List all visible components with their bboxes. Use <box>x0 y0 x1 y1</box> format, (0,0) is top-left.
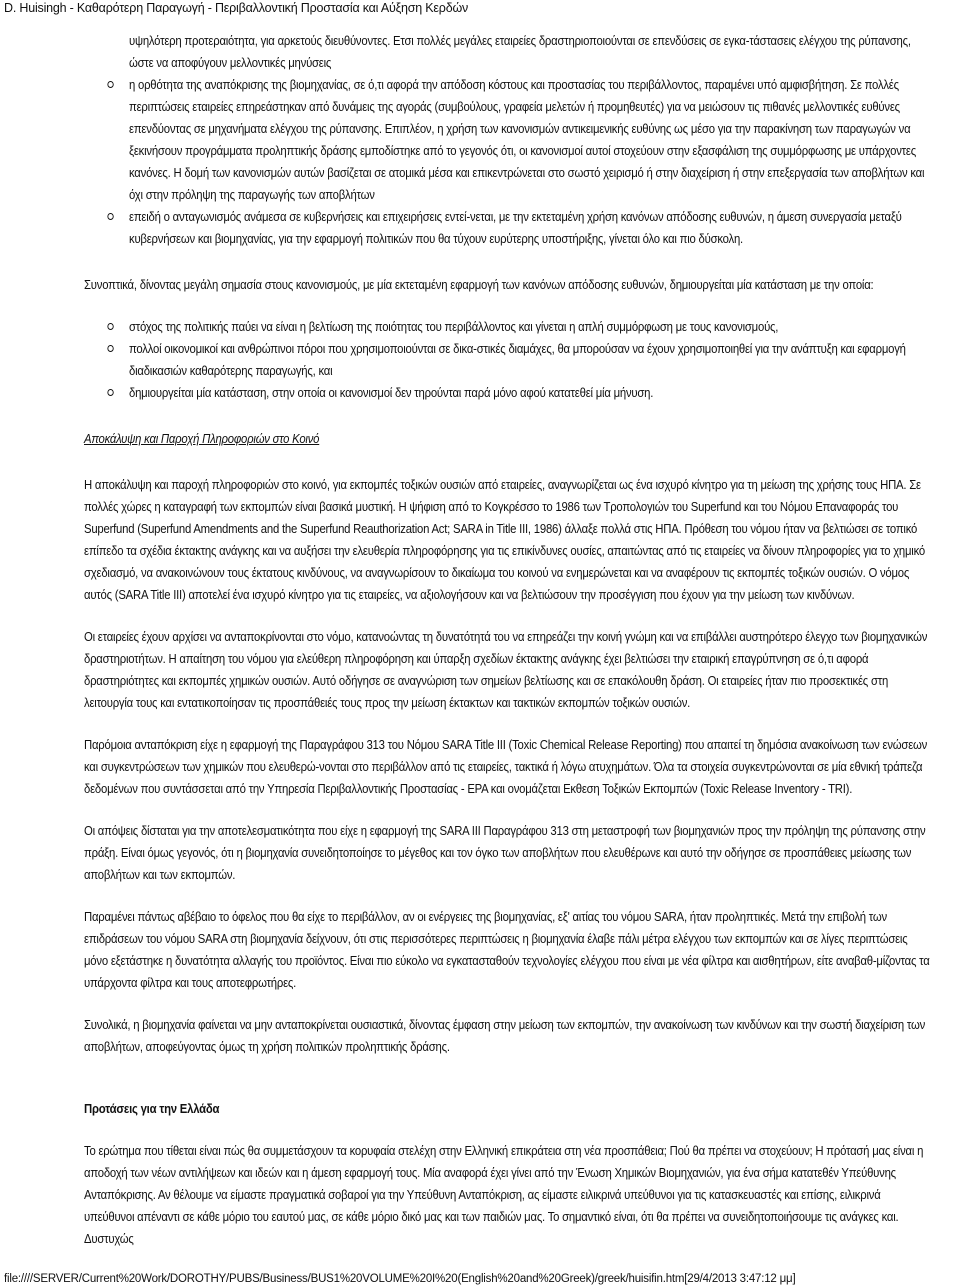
paragraph: Οι εταιρείες έχουν αρχίσει να ανταποκρίνονται στο νόμο, κατανοώντας τη δυνατότητά του να επηρεάζει την κοινή γνώμη και να επιβάλλει αυστηρότερο έλεγχο των βιομηχανικών δραστηριοτήτων. Η απαίτηση του νόμου για ελεύθερη πληροφόρηση και ύπαρξη σχεδίων έκτακτης ανάγκης έχει βελτιώσει την εταιρική επαγρύπνηση σε ό,τι αφορά δραστηριότητες και εκπομπές χημικών ουσιών. Αυτό οδήγησε σε αναγνώριση των σημείων βελτίωσης και σε επακόλουθη δράση. Οι εταιρείες ήταν πιο προσεκτικές στη λειτουργία τους και εντατικοποίησαν τις προσπάθειές τους προς την μείωση έκτακτων και τακτικών εκπομπών τοξικών ουσιών. <box>84 630 928 710</box>
list-item <box>84 206 930 250</box>
paragraph: Το ερώτημα που τίθεται είναι πώς θα συμμετάσχουν τα κορυφαία στελέχη στην Ελληνική επικράτεια στη νέα προσπάθεια; Πού θα πρέπει να στοχεύουν; Η πρότασή μας είναι η αποδοχή των νέων αντιλήψεων και ιδεών και η άμεση εφαρμογή τους. Μία αναφορά έχει γίνει από την Ένωση Χημικών Βιομηχανιών, για ένα σήμα κατατεθέν Υπεύθυνης Ανταπόκρισης. Αν θέλουμε να είμαστε πραγματικά σοβαροί για την Υπεύθυνη Ανταπόκριση, ας είμαστε ειλικρινά υπεύθυνοι για τις κατασκευαστές και επίσης, ειλικρινά υπεύθυνοι απέναντι σε κάθε μόριο του εαυτού μας, σε κάθε μόριο δικό μας και των παιδιών μας. Το σημαντικό είναι, ότι θα πρέπει να συνειδητοποιήσουμε τις ανάγκες και. Δυστυχώς <box>84 1144 924 1246</box>
section-heading-disclosure: Αποκάλυψη και Παροχή Πληροφοριών στο Κοινό <box>84 432 320 446</box>
list-item-text: δημιουργείται μία κατάσταση, στην οποία οι κανονισμοί δεν τηρούνται παρά μόνο αφού κατατεθεί μία μήνυση. <box>129 386 654 400</box>
circle-bullet-icon <box>107 389 113 396</box>
paragraph: Συνολικά, η βιομηχανία φαίνεται να μην ανταποκρίνεται ουσιαστικά, δίνοντας έμφαση στην μείωση των εκπομπών, την ανακοίνωση των κινδύνων και την σωστή διαχείριση των αποβλήτων, αποφεύγοντας όμως τη χρήση πολιτικών προληπτικής δράσης. <box>84 1018 926 1054</box>
intro-bullet-list <box>84 74 930 250</box>
page-header-title: D. Huisingh - Καθαρότερη Παραγωγή - Περιβαλλοντική Προστασία και Αύξηση Κερδών <box>4 1 469 15</box>
summary-paragraph: Συνοπτικά, δίνοντας μεγάλη σημασία στους κανονισμούς, με μία εκτεταμένη εφαρμογή των κανόνων απόδοσης ευθυνών, δημιουργείται μία κατάσταση με την οποία: <box>84 278 874 292</box>
document-body <box>84 30 930 1250</box>
list-item-text: η ορθότητα της αναπόκρισης της βιομηχανίας, σε ό,τι αφορά την απόδοση κόστους και προστασίας του περιβάλλοντος, παραμένει υπό αμφισβήτηση. Σε πολλές περιπτώσεις εταιρείες επηρεάστηκαν από δυνάμεις της αγοράς (συμβούλους, γραφεία μελετών ή προμηθευτές) για να μειώσουν τις πιθανές μελλοντικές ευθύνες επενδύοντας σε μηχανήματα ελέγχου της ρύπανσης. Επιπλέον, η χρήση των κανονισμών αντικειμενικής ευθύνης ως μέσο για την παρακίνηση των παραγωγών να ξεκινήσουν προγράμματα προληπτικής δράσης εμποδίστηκε από το γεγονός ότι, οι κανονισμοί αυτοί στοχεύουν στην εξασφάλιση της συμμόρφωσης με υπάρχοντες κανόνες. Η δομή των κανονισμών αυτών βασίζεται σε ατομικά μέσα και επικεντρώνεται στο σωστό χειρισμό ή στην διαχείριση ή στην επεξεργασία των αποβλήτων και όχι στην πρόληψη της παραγωγής των αποβλήτων <box>129 78 925 202</box>
continuation-text: υψηλότερη προτεραιότητα, για αρκετούς διευθύνοντες. Ετσι πολλές μεγάλες εταιρείες δραστηριοποιούνται σε επενδύσεις σε εγκα-τάστασεις ελέγχου της ρύπανσης, ώστε να αποφύγουν μελλοντικές μηνύσεις <box>129 34 911 70</box>
circle-bullet-icon <box>107 213 113 220</box>
circle-bullet-icon <box>107 345 113 352</box>
paragraph: Παραμένει πάντως αβέβαιο το όφελος που θα είχε το περιβάλλον, αν οι ενέργειες της βιομηχανίας, εξ' αιτίας του νόμου SARA, ήταν προληπτικές. Μετά την επιβολή των επιδράσεων του νόμου SARA στη βιομηχανία δείχνουν, ότι στις περισσότερες περιπτώσεις η βιομηχανία έλαβε πάλι μέτρα ελέγχου των εκπομπών και σε λίγες περιπτώσεις μόνο εξετάστηκε η δυνατότητα αλλαγής του προϊόντος. Είναι πιο εύκολο να εγκατασταθούν τεχνολογίες ελέγχου που είναι με νέα φίλτρα και αισθητήρων, είτε αναβαθ-μίζοντας τα υπάρχοντα φίλτρα και τους αποτεφρωτήρες. <box>84 910 930 990</box>
list-item <box>84 338 930 382</box>
page-footer-url: file:////SERVER/Current%20Work/DOROTHY/PUBS/Business/BUS1%20VOLUME%20I%20(English%20and%20Greek)/greek/huisifin.htm[29/4/2013 3:47:12 μμ] <box>4 1273 796 1285</box>
paragraph: Η αποκάλυψη και παροχή πληροφοριών στο κοινό, για εκπομπές τοξικών ουσιών από εταιρείες, αναγνωρίζεται ως ένα ισχυρό κίνητρο για τη μείωση της χρήσης τους ΗΠΑ. Σε πολλές χώρες η καταγραφή των εκπομπών είναι βασικά μυστική. Η ψήφιση από το Κογκρέσσο το 1986 των Τροπολογιών του Superfund και του Νόμου Επαναφοράς του Superfund (Superfund Amendments and the Superfund Reauthorization Act; SARA in Title III, 1986) άλλαξε πολλά στις ΗΠΑ. Πρόθεση του νόμου ήταν να βελτιώσει σε τοπικό επίπεδο τα σχέδια έκτακτης ανάγκης και να αυξήσει την ελευθερία πληροφόρησης για τις επικίνδυνες ουσίες, απαιτώντας από τις εταιρείες να δίνουν πληροφορίες για το χημικό σχεδιασμό, να ανακοινώνουν τους έκτατους κινδύνους, να αναγνωρίσουν το δικαίωμα του κοινού να ενημερώνεται και να αναφέρουν τις εκπομπές τοξικών ουσιών. Ο νόμος αυτός (SARA Title III) αποτελεί ένα ισχυρό κίνητρο για τις εταιρείες, να αξιολογήσουν και να βελτιώσουν την προσέγγιση που έχουν για την μείωση των κινδύνων. <box>84 478 925 602</box>
section-heading-proposals: Προτάσεις για την Ελλάδα <box>84 1102 220 1116</box>
list-item-text: πολλοί οικονομικοί και ανθρώπινοι πόροι που χρησιμοποιούνται σε δικα-στικές διαμάχες, θα μπορούσαν να έχουν χρησιμοποιηθεί για την ανάπτυξη και εφαρμογή διαδικασιών καθαρότερης παραγωγής, και <box>129 342 906 378</box>
list-item <box>84 74 930 206</box>
summary-bullet-list <box>84 316 930 404</box>
circle-bullet-icon <box>107 323 113 330</box>
list-item <box>84 316 930 338</box>
paragraph: Οι απόψεις δίσταται για την αποτελεσματικότητα που είχε η εφαρμογή της SARA III Παραγράφου 313 στη μεταστροφή των βιομηχανιών προς την πρόληψη της ρύπανσης στην πράξη. Είναι όμως γεγονός, ότι η βιομηχανία συνειδητοποίησε το μέγεθος και τον όγκο των αποβλήτων που ελευθέρωνε και αυτό την οδήγησε σε προσπάθειες μείωσης των αποβλήτων και των εκπομπών. <box>84 824 926 882</box>
circle-bullet-icon <box>107 81 113 88</box>
list-item-text: στόχος της πολιτικής παύει να είναι η βελτίωση της ποιότητας του περιβάλλοντος και γίνεται η απλή συμμόρφωση με τους κανονισμούς, <box>129 320 779 334</box>
list-item <box>84 382 930 404</box>
list-item-text: επειδή ο ανταγωνισμός ανάμεσα σε κυβερνήσεις και επιχειρήσεις εντεί-νεται, με την εκτεταμένη χρήση κανόνων απόδοσης ευθυνών, η άμεση συνεργασία μεταξύ κυβερνήσεων και βιομηχανίας, για την εφαρμογή πολιτικών που θα τύχουν ευρύτερης υποστήριξης, γίνεται όλο και πιο δύσκολη. <box>129 210 902 246</box>
paragraph: Παρόμοια ανταπόκριση είχε η εφαρμογή της Παραγράφου 313 του Νόμου SARA Title III (Toxic Chemical Release Reporting) που απαιτεί τη δημόσια ανακοίνωση των ενώσεων και συγκεντρώσεων των χημικών που ελευθερώ-νονται στο περιβάλλον από τις εταιρείες, τακτικά ή λόγω ατυχημάτων. Όλα τα στοιχεία συγκεντρώνονται σε μία εθνική τράπεζα δεδομένων που συντάσσεται από την Υπηρεσία Περιβαλλοντικής Προστασίας - EPA και ονομάζεται Εκθεση Τοξικών Εκπομπών (Toxic Release Inventory - TRI). <box>84 738 928 796</box>
